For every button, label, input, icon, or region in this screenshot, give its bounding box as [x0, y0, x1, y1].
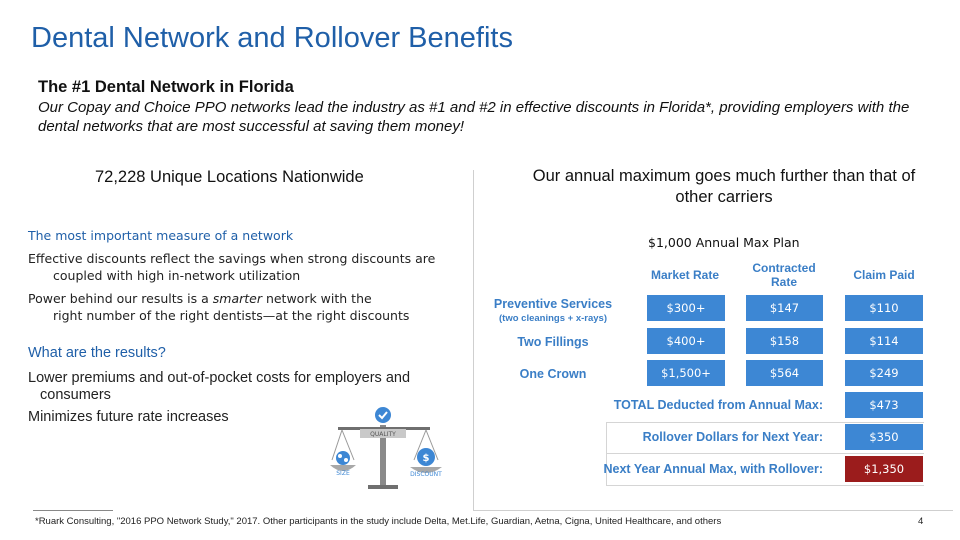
check-badge-icon	[375, 407, 391, 423]
row-sublabel-preventive: (two cleanings + x-rays)	[499, 313, 607, 324]
row-label-preventive: Preventive Services	[493, 297, 613, 311]
column-header-market-rate: Market Rate	[650, 268, 720, 282]
page-number: 4	[918, 516, 924, 527]
bullet-discounts-line1: Effective discounts reflect the savings when strong discounts are	[28, 251, 436, 266]
footnote-rule	[33, 510, 113, 511]
page-title: Dental Network and Rollover Benefits	[31, 22, 513, 54]
result-lower-premiums-line2: consumers	[40, 387, 111, 403]
summary-label-rollover: Rollover Dollars for Next Year:	[642, 430, 823, 444]
column-header-claim-paid: Claim Paid	[853, 268, 915, 282]
summary-label-total: TOTAL Deducted from Annual Max:	[613, 398, 823, 412]
cell-fillings-market: $400+	[647, 328, 725, 354]
cell-preventive-claim: $110	[845, 295, 923, 321]
row-label-fillings: Two Fillings	[517, 335, 589, 349]
results-heading: What are the results?	[28, 345, 166, 361]
summary-label-next-year: Next Year Annual Max, with Rollover:	[603, 462, 823, 476]
bullet-smarter-line2: right number of the right dentists—at the right discounts	[53, 308, 410, 323]
bullet-smarter-network	[28, 290, 468, 324]
result-lower-premiums	[28, 370, 468, 404]
cell-preventive-contracted: $147	[746, 295, 823, 321]
bullet-smarter-pre: Power behind our results is a	[28, 291, 213, 306]
cell-crown-claim: $249	[845, 360, 923, 386]
scale-base	[368, 485, 398, 489]
scale-label-quality: QUALITY	[370, 431, 396, 438]
result-minimizes-line1: Minimizes future rate increases	[28, 409, 229, 425]
cell-fillings-contracted: $158	[746, 328, 823, 354]
discount-dollar-icon	[417, 448, 435, 466]
cell-crown-contracted: $564	[746, 360, 823, 386]
summary-rule-1	[606, 422, 924, 423]
measure-title: The most important measure of a network	[28, 228, 294, 243]
summary-value-rollover: $350	[845, 424, 923, 450]
summary-value-next-year: $1,350	[845, 456, 923, 482]
bullet-smarter-em: smarter	[212, 291, 262, 306]
locations-heading: 72,228 Unique Locations Nationwide	[95, 168, 364, 186]
footnote: *Ruark Consulting, "2016 PPO Network Study," 2017. Other participants in the study include Delta, Met.Life, Guardian, Aetna, Cigna, United Healthcare, and others	[35, 516, 722, 527]
summary-rule-3	[606, 485, 924, 486]
column-header-contracted-rate: Contracted Rate	[752, 261, 816, 289]
row-label-crown: One Crown	[519, 367, 587, 381]
plan-title: $1,000 Annual Max Plan	[648, 235, 800, 250]
scale-label-size: SIZE	[336, 470, 350, 477]
svg-text:$: $	[422, 453, 430, 464]
scale-label-discount: DISCOUNT	[410, 471, 442, 478]
balance-scale-illustration	[330, 405, 462, 495]
summary-value-total: $473	[845, 392, 923, 418]
cell-crown-market: $1,500+	[647, 360, 725, 386]
bullet-discounts-line2: coupled with high in-network utilization	[53, 268, 301, 283]
result-lower-premiums-line1: Lower premiums and out-of-pocket costs for employers and	[28, 370, 411, 386]
footer-rule	[473, 510, 953, 511]
annual-max-heading: Our annual maximum goes much further than that of other carriers	[532, 167, 916, 206]
column-divider	[473, 170, 474, 510]
intro-text: Our Copay and Choice PPO networks lead the industry as #1 and #2 in effective discounts in Florida*, providing employers with the dental networks that are most successful at saving them money!	[38, 99, 910, 135]
bullet-discounts	[28, 250, 468, 284]
size-network-icon	[336, 451, 350, 465]
page-subtitle: The #1 Dental Network in Florida	[38, 78, 294, 96]
summary-rule-2	[606, 453, 924, 454]
bullet-smarter-post: network with the	[261, 291, 372, 306]
cell-fillings-claim: $114	[845, 328, 923, 354]
cell-preventive-market: $300+	[647, 295, 725, 321]
